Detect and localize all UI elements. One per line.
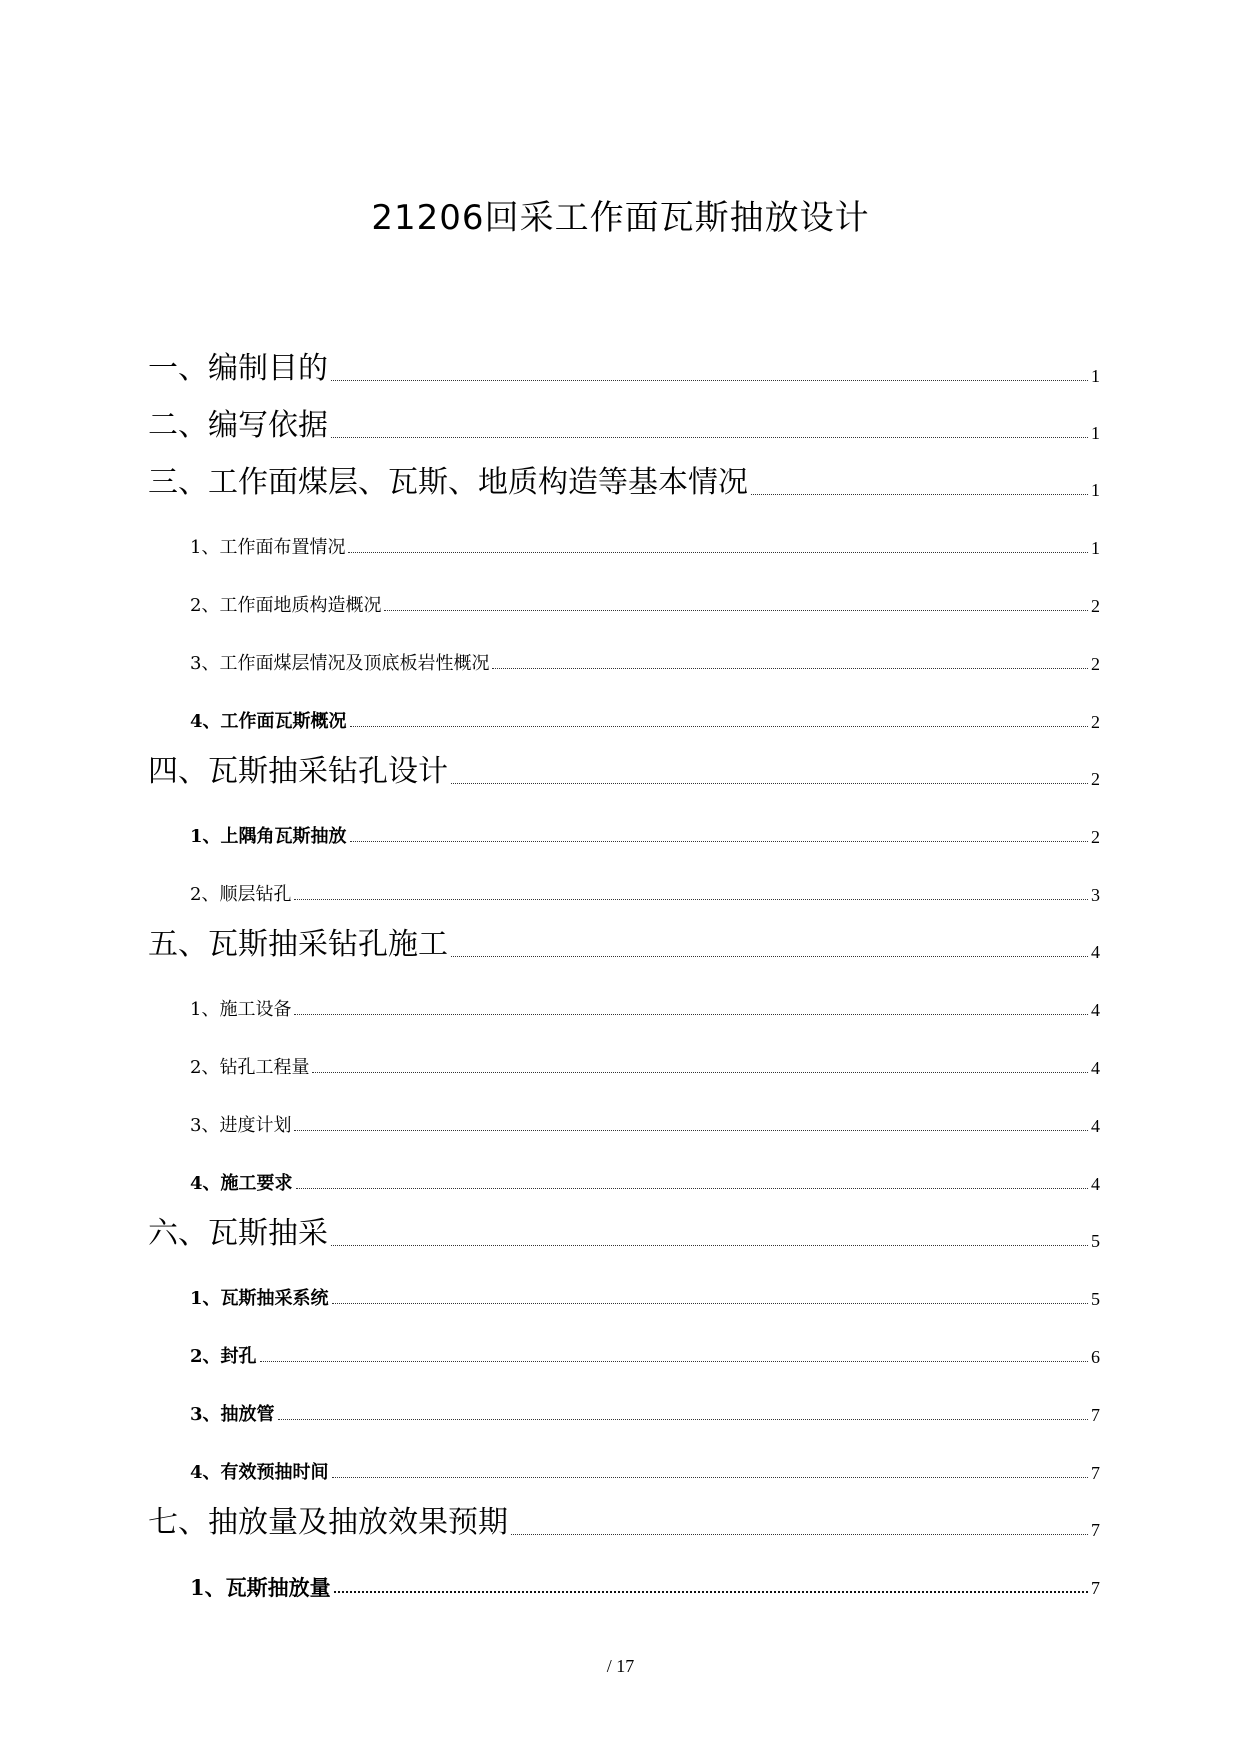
dot-leader [260, 1361, 1088, 1362]
toc-entry-label: 4、工作面瓦斯概况 [190, 711, 347, 732]
toc-page-number: 2 [1091, 596, 1100, 616]
dot-leader [278, 1419, 1088, 1420]
dot-leader [332, 1477, 1088, 1478]
toc-entry-label: 1、上隅角瓦斯抽放 [190, 826, 347, 847]
toc-entry-label: 1、瓦斯抽采系统 [190, 1288, 329, 1309]
toc-page-number: 2 [1091, 712, 1100, 732]
toc-page-number: 2 [1091, 827, 1100, 847]
toc-entry-label: 2、顺层钻孔 [190, 884, 292, 905]
toc-entry-section-4[interactable] [148, 733, 1100, 790]
toc-page-number: 1 [1091, 480, 1100, 500]
dot-leader [451, 783, 1088, 784]
dot-leader [492, 668, 1088, 669]
toc-entry-6-1[interactable] [148, 1252, 1100, 1310]
toc-entry-label: 4、有效预抽时间 [190, 1462, 329, 1483]
toc-entry-3-3[interactable] [148, 617, 1100, 675]
dot-leader [296, 1188, 1088, 1189]
toc-page-number: 4 [1091, 1116, 1100, 1136]
toc-entry-label: 1、施工设备 [190, 999, 292, 1020]
toc-entry-label: 2、工作面地质构造概况 [190, 595, 382, 616]
toc-page-number: 2 [1091, 769, 1100, 789]
dot-leader [350, 726, 1088, 727]
toc-entry-label: 二、编写依据 [148, 408, 328, 443]
toc-entry-6-4[interactable] [148, 1426, 1100, 1484]
toc-entry-label: 3、工作面煤层情况及顶底板岩性概况 [190, 653, 490, 674]
toc-entry-5-2[interactable] [148, 1021, 1100, 1079]
toc-page-number: 7 [1091, 1405, 1100, 1425]
dot-leader [331, 1245, 1088, 1246]
toc-page-number: 3 [1091, 885, 1100, 905]
dot-leader [348, 552, 1088, 553]
dot-leader [294, 899, 1088, 900]
toc-entry-section-5[interactable] [148, 906, 1100, 963]
toc-entry-label: 七、抽放量及抽放效果预期 [148, 1505, 508, 1540]
toc-entry-label: 六、瓦斯抽采 [148, 1216, 328, 1251]
toc-entry-3-2[interactable] [148, 559, 1100, 617]
toc-entry-4-2[interactable] [148, 848, 1100, 906]
dot-leader [312, 1072, 1088, 1073]
toc-entry-5-3[interactable] [148, 1079, 1100, 1137]
toc-entry-label: 3、进度计划 [190, 1115, 292, 1136]
toc-entry-label: 4、施工要求 [190, 1173, 293, 1194]
toc-entry-3-4[interactable] [148, 675, 1100, 733]
toc-entry-5-4[interactable] [148, 1137, 1100, 1195]
dot-leader [751, 494, 1088, 495]
toc-page-number: 7 [1091, 1578, 1100, 1598]
dot-leader [331, 380, 1088, 381]
toc-page-number: 4 [1091, 1174, 1100, 1194]
toc-page-number: 2 [1091, 654, 1100, 674]
toc-entry-section-7[interactable] [148, 1484, 1100, 1541]
toc-page-number: 6 [1091, 1347, 1100, 1367]
toc-entry-label: 三、工作面煤层、瓦斯、地质构造等基本情况 [148, 465, 748, 500]
toc-entry-section-1[interactable] [148, 330, 1100, 387]
toc-entry-5-1[interactable] [148, 963, 1100, 1021]
document-title: 21206回采工作面瓦斯抽放设计 [371, 198, 870, 238]
toc-page-number: 1 [1091, 538, 1100, 558]
toc-page-number: 5 [1091, 1289, 1100, 1309]
toc-page-number: 4 [1091, 1000, 1100, 1020]
toc-entry-label: 2、钻孔工程量 [190, 1057, 310, 1078]
toc-page-number: 5 [1091, 1231, 1100, 1251]
dot-leader [350, 841, 1088, 842]
toc-page-number: 1 [1091, 423, 1100, 443]
toc-entry-6-2[interactable] [148, 1310, 1100, 1368]
toc-entry-4-1[interactable] [148, 790, 1100, 848]
toc-page-number: 7 [1091, 1463, 1100, 1483]
dot-leader [384, 610, 1088, 611]
toc-entry-3-1[interactable] [148, 501, 1100, 559]
dot-leader [332, 1303, 1088, 1304]
toc-entry-6-3[interactable] [148, 1368, 1100, 1426]
dot-leader [511, 1534, 1088, 1535]
toc-entry-label: 2、封孔 [190, 1346, 257, 1367]
dot-leader [334, 1591, 1088, 1593]
table-of-contents [148, 330, 1100, 1599]
dot-leader [451, 956, 1088, 957]
toc-entry-7-1[interactable] [148, 1541, 1100, 1599]
toc-entry-section-2[interactable] [148, 387, 1100, 444]
toc-entry-label: 1、工作面布置情况 [190, 537, 346, 558]
toc-page-number: 1 [1091, 366, 1100, 386]
toc-entry-label: 五、瓦斯抽采钻孔施工 [148, 927, 448, 962]
toc-entry-label: 3、抽放管 [190, 1404, 275, 1425]
dot-leader [331, 437, 1088, 438]
toc-entry-label: 一、编制目的 [148, 351, 328, 386]
page-footer: / 17 [606, 1656, 635, 1676]
toc-page-number: 7 [1091, 1520, 1100, 1540]
toc-entry-section-6[interactable] [148, 1195, 1100, 1252]
dot-leader [294, 1014, 1088, 1015]
dot-leader [294, 1130, 1088, 1131]
toc-page-number: 4 [1091, 1058, 1100, 1078]
toc-entry-section-3[interactable] [148, 444, 1100, 501]
toc-entry-label: 四、瓦斯抽采钻孔设计 [148, 754, 448, 789]
toc-entry-label: 1、瓦斯抽放量 [190, 1575, 331, 1600]
toc-page-number: 4 [1091, 942, 1100, 962]
